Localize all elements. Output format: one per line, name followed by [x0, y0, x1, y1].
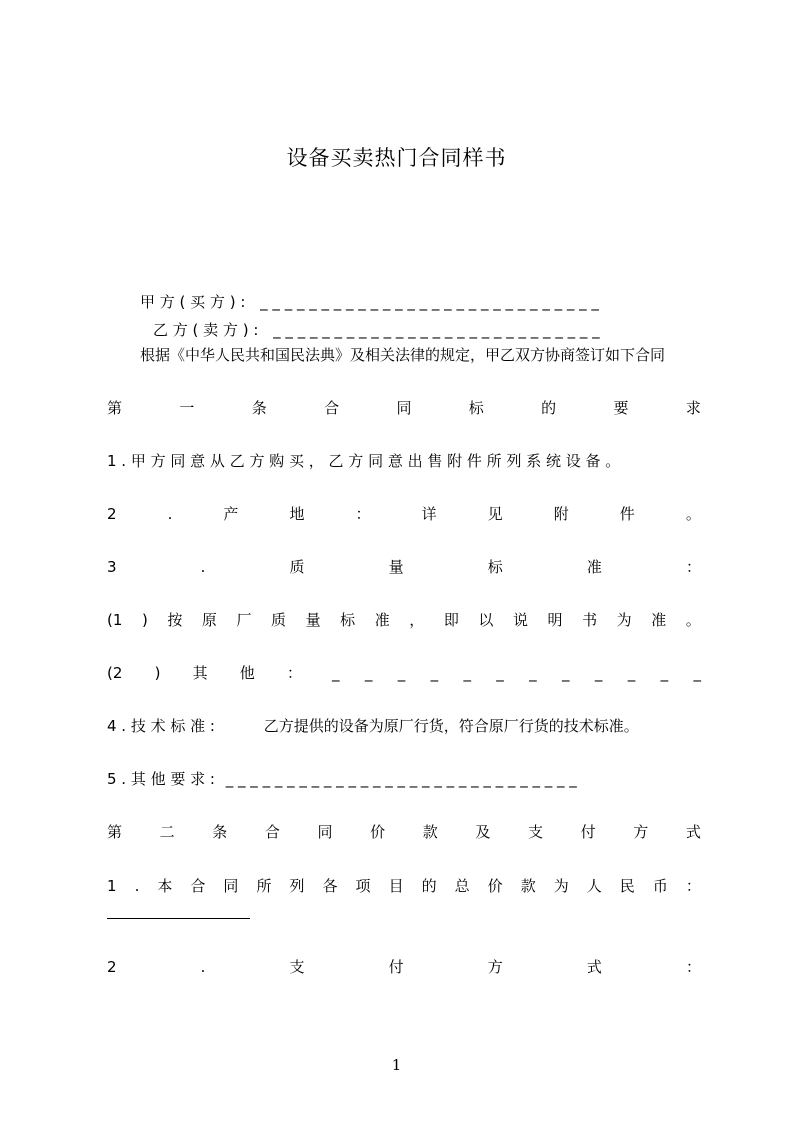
item3-2-line	[107, 663, 701, 683]
spaced-char: (1	[107, 611, 123, 629]
page-number: 1	[391, 1056, 402, 1074]
spaced-char: 以	[478, 611, 494, 629]
spaced-char: 款	[520, 877, 536, 895]
spaced-char: 及	[475, 823, 491, 841]
item4-line	[107, 716, 701, 736]
spaced-char: .	[134, 877, 140, 895]
spaced-char: _	[627, 664, 636, 682]
spaced-char: .	[200, 558, 206, 576]
party-b-blank: _ _ _ _ _ _ _ _ _ _ _ _ _ _ _ _ _ _ _ _ _ _ _ _ _ _ _	[273, 321, 600, 339]
spaced-char: 附	[553, 505, 569, 523]
spaced-char: 地	[289, 505, 305, 523]
spaced-char: 质	[271, 611, 287, 629]
spaced-char: 详	[421, 505, 437, 523]
party-a-label: 甲 方 ( 买 方 ) :	[140, 293, 246, 311]
spaced-char: _	[529, 664, 537, 682]
spaced-char: _	[562, 664, 570, 682]
spaced-char: 1	[107, 877, 117, 895]
item2-origin	[107, 504, 701, 524]
spaced-char: 合	[190, 877, 206, 895]
price-underline	[107, 918, 250, 919]
spaced-char: ：	[685, 558, 701, 576]
preamble: 根据《中华人民共和国民法典》及相关法律的规定，甲乙双方协商签订如下合同	[140, 346, 666, 364]
spaced-char: 款	[422, 823, 438, 841]
spaced-char: 他	[239, 664, 255, 682]
spaced-char: 3	[107, 558, 117, 576]
spaced-char: 。	[685, 611, 701, 629]
spaced-char: 量	[305, 611, 321, 629]
spaced-char: 方	[633, 823, 649, 841]
item3-1-text	[107, 610, 701, 630]
spaced-char: .	[200, 958, 206, 976]
item5-blank: _ _ _ _ _ _ _ _ _ _ _ _ _ _ _ _ _ _ _ _ _ _ _ _ _ _ _ _ _	[225, 770, 577, 788]
spaced-char: ，	[409, 611, 425, 629]
spaced-char: 式	[685, 823, 701, 841]
spaced-char: 同	[396, 399, 412, 417]
spaced-char: 原	[201, 611, 217, 629]
spaced-char: 准	[374, 611, 390, 629]
spaced-char: 产	[223, 505, 239, 523]
spaced-char: 合	[324, 399, 340, 417]
spaced-char: 目	[388, 877, 404, 895]
spaced-char: 第	[107, 823, 123, 841]
spaced-char: 准	[586, 558, 602, 576]
party-b-line	[153, 320, 702, 340]
spaced-char: 付	[580, 823, 596, 841]
article1-heading	[107, 398, 701, 418]
spaced-char: .	[167, 505, 173, 523]
spaced-char: 按	[167, 611, 183, 629]
spaced-char: 标	[340, 611, 356, 629]
spaced-char: 条	[251, 399, 267, 417]
spaced-char: 即	[443, 611, 459, 629]
item3-2-blank	[332, 663, 701, 683]
spaced-char: 求	[685, 399, 701, 417]
spaced-char: 说	[512, 611, 528, 629]
spaced-char: 标	[487, 558, 503, 576]
spaced-char: )	[141, 611, 148, 629]
spaced-char: )	[154, 664, 161, 682]
spaced-char: 列	[289, 877, 305, 895]
spaced-char: 项	[355, 877, 371, 895]
party-a-blank: _ _ _ _ _ _ _ _ _ _ _ _ _ _ _ _ _ _ _ _ _ _ _ _ _ _ _ _	[260, 293, 599, 311]
item4-label: 4 . 技 术 标 准 :	[107, 717, 215, 735]
spaced-char: 条	[212, 823, 228, 841]
spaced-char: 民	[619, 877, 635, 895]
party-a-line	[140, 292, 702, 312]
item5-line	[107, 769, 701, 789]
spaced-char: 二	[159, 823, 175, 841]
spaced-char: ：	[685, 958, 701, 976]
article2-heading	[107, 822, 701, 842]
item3-quality-standard	[107, 557, 701, 577]
spaced-char: 为	[553, 877, 569, 895]
spaced-char: 各	[322, 877, 338, 895]
spaced-char: _	[332, 664, 340, 682]
item4-text: 乙方提供的设备为原厂行货，符合原厂行货的技术标准。	[263, 717, 639, 735]
spaced-char: 本	[157, 877, 173, 895]
spaced-char: 一	[179, 399, 195, 417]
spaced-char: 价	[370, 823, 386, 841]
spaced-char: 书	[582, 611, 598, 629]
spaced-char: 币	[652, 877, 668, 895]
item2-1-text	[107, 876, 701, 896]
spaced-char: 准	[651, 611, 667, 629]
item2-2-text	[107, 957, 701, 977]
spaced-char: 量	[388, 558, 404, 576]
spaced-char: 要	[613, 399, 629, 417]
party-b-label: 乙 方 ( 卖 方 ) :	[153, 321, 259, 339]
spaced-char: _	[463, 664, 471, 682]
spaced-char: 所	[256, 877, 272, 895]
spaced-char: 价	[487, 877, 503, 895]
spaced-char: _	[430, 664, 439, 682]
item3-2-label	[107, 663, 302, 683]
spaced-char: (2	[107, 664, 123, 682]
spaced-char: 总	[454, 877, 470, 895]
spaced-char: _	[397, 664, 406, 682]
spaced-char: ：	[355, 505, 371, 523]
spaced-char: 第	[107, 399, 123, 417]
spaced-char: 合	[264, 823, 280, 841]
spaced-char: 人	[586, 877, 602, 895]
spaced-char: ：	[286, 664, 302, 682]
spaced-char: 见	[487, 505, 503, 523]
spaced-char: 2	[107, 505, 117, 523]
spaced-char: ：	[685, 877, 701, 895]
spaced-char: 的	[541, 399, 557, 417]
spaced-char: 方	[487, 958, 503, 976]
spaced-char: 厂	[236, 611, 252, 629]
spaced-char: 。	[685, 505, 701, 523]
spaced-char: 件	[619, 505, 635, 523]
spaced-char: 同	[223, 877, 239, 895]
spaced-char: 标	[468, 399, 484, 417]
document-title: 设备买卖热门合同样书	[286, 146, 507, 170]
spaced-char: _	[364, 664, 373, 682]
spaced-char: _	[693, 664, 701, 682]
spaced-char: 付	[388, 958, 404, 976]
spaced-char: 其	[192, 664, 208, 682]
spaced-char: 支	[289, 958, 305, 976]
spaced-char: 同	[317, 823, 333, 841]
spaced-char: _	[496, 664, 504, 682]
spaced-char: 为	[616, 611, 632, 629]
spaced-char: 支	[528, 823, 544, 841]
spaced-char: 2	[107, 958, 117, 976]
spaced-char: _	[660, 664, 669, 682]
item1-text: 1 . 甲 方 同 意 从 乙 方 购 买 ， 乙 方 同 意 出 售 附 件 所 列 系 统 设 备 。	[107, 452, 621, 470]
spaced-char: 的	[421, 877, 437, 895]
spaced-char: 式	[586, 958, 602, 976]
spaced-char: 质	[289, 558, 305, 576]
spaced-char: 明	[547, 611, 563, 629]
spaced-char: _	[594, 664, 603, 682]
item5-label: 5 . 其 他 要 求 :	[107, 770, 215, 788]
